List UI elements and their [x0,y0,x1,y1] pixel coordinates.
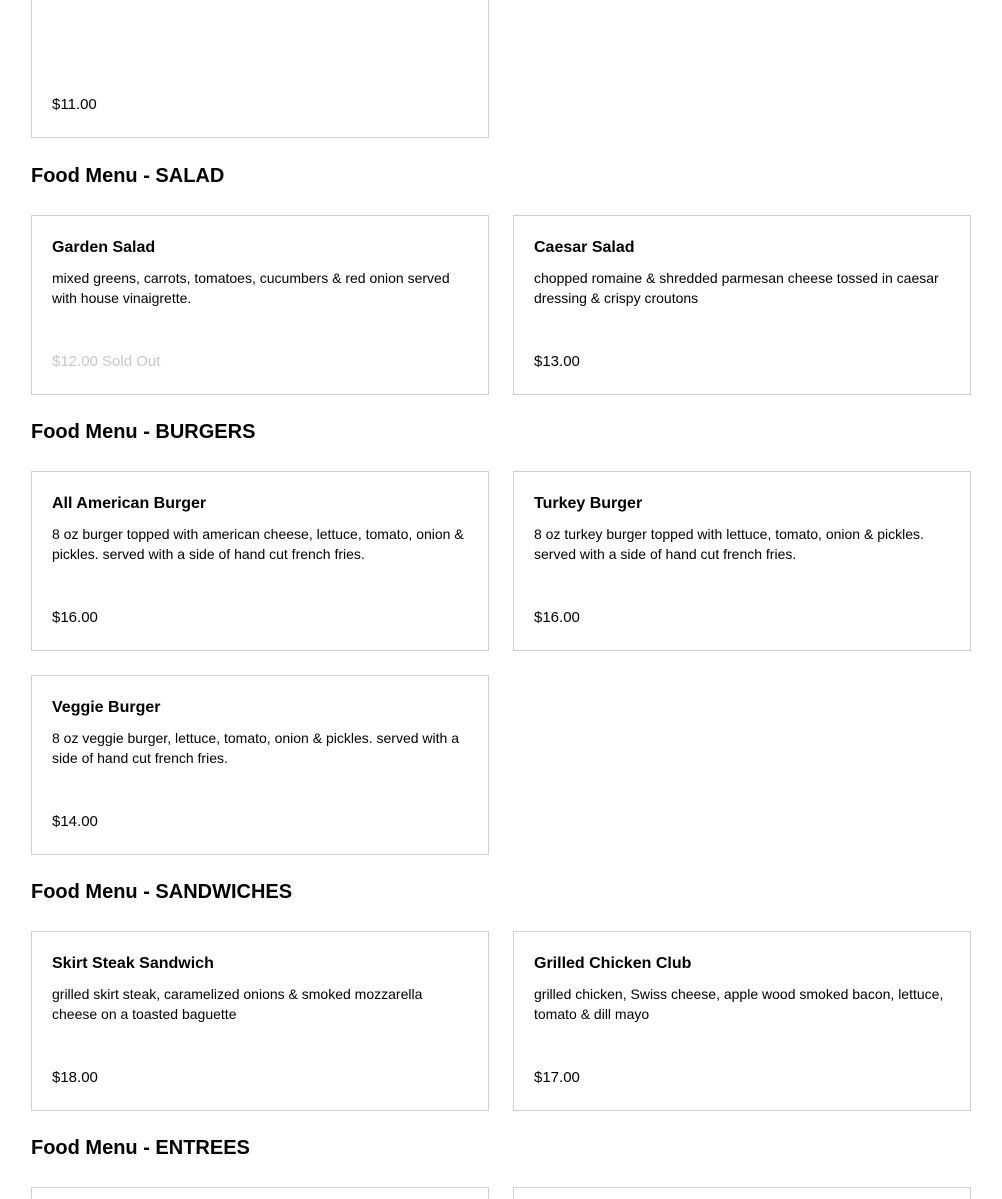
menu-item-price: $13.00 [534,353,580,370]
menu-item-card[interactable] [31,675,489,855]
menu-item-name: Grilled Chicken Club [534,955,692,972]
menu-item-name: Turkey Burger [534,495,643,512]
menu-item-description: grilled skirt steak, caramelized onions & smoked mozzarella cheese on a toasted baguette [52,986,423,1022]
menu-item-description: 8 oz veggie burger, lettuce, tomato, onion & pickles. served with a side of hand cut french fries. [52,730,460,766]
menu-item-name: Veggie Burger [52,699,161,716]
menu-item-card[interactable] [31,931,489,1111]
menu-item-description: grilled chicken, Swiss cheese, apple wood smoked bacon, lettuce, tomato & dill mayo [534,986,944,1022]
menu-item-card[interactable] [31,1187,489,1199]
menu-item-card[interactable] [31,215,489,395]
menu-item-card[interactable] [31,0,489,138]
menu-item-card[interactable] [31,471,489,651]
menu-item-price: $16.00 [534,609,580,626]
menu-item-name: Caesar Salad [534,239,635,256]
section-title-burgers: Food Menu - BURGERS [31,421,256,443]
menu-item-name: Garden Salad [52,239,156,256]
menu-item-price: $17.00 [534,1069,580,1086]
menu-item-name: All American Burger [52,495,207,512]
menu-item-description: chopped romaine & shredded parmesan cheese tossed in caesar dressing & crispy croutons [534,270,939,306]
menu-item-card[interactable] [513,471,971,651]
menu-item-price: $18.00 [52,1069,98,1086]
menu-item-description: 8 oz turkey burger topped with lettuce, tomato, onion & pickles. served with a side of hand cut french fries. [534,526,924,562]
menu-item-price: $14.00 [52,813,98,830]
menu-item-card[interactable] [513,1187,971,1199]
menu-item-name: Skirt Steak Sandwich [52,955,214,972]
menu-item-price: $11.00 [52,96,97,113]
section-title-salad: Food Menu - SALAD [31,165,225,187]
menu-item-price-sold-out: $12.00 Sold Out [52,353,161,370]
section-title-entrees: Food Menu - ENTREES [31,1137,250,1159]
section-title-sandwiches: Food Menu - SANDWICHES [31,881,293,903]
menu-item-card[interactable] [513,215,971,395]
menu-item-price: $16.00 [52,609,98,626]
menu-item-description: 8 oz burger topped with american cheese, lettuce, tomato, onion & pickles. served with a side of hand cut french fries. [52,526,464,562]
menu-item-card[interactable] [513,931,971,1111]
menu-item-description: mixed greens, carrots, tomatoes, cucumbers & red onion served with house vinaigrette. [52,270,450,306]
